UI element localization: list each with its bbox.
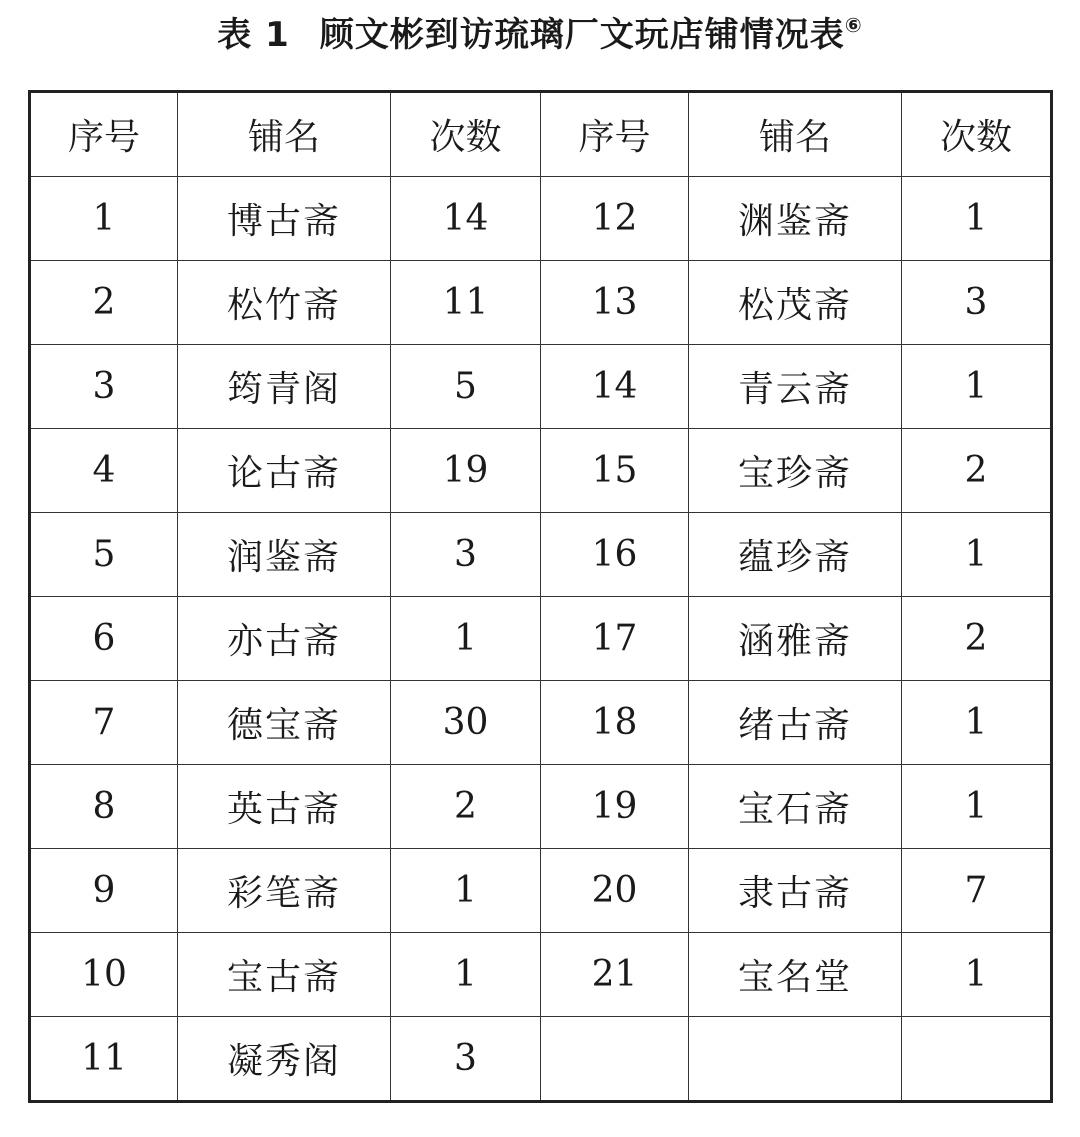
visit-count-cell: 3	[391, 513, 541, 597]
visit-count-cell: 1	[391, 933, 541, 1017]
header-row	[30, 92, 1052, 177]
visit-count-cell: 1	[391, 597, 541, 681]
shop-name-cell: 松竹斋	[178, 261, 391, 345]
table-row	[30, 345, 1052, 429]
shop-name-cell: 蕴珍斋	[689, 513, 902, 597]
visit-count-cell: 30	[391, 681, 541, 765]
index-cell: 14	[541, 345, 689, 429]
visit-count-cell: 5	[391, 345, 541, 429]
index-cell: 13	[541, 261, 689, 345]
index-cell: 1	[30, 177, 178, 261]
column-header-index: 序号	[541, 92, 689, 177]
column-header-visit-count: 次数	[391, 92, 541, 177]
table-label: 表 1	[217, 15, 290, 55]
shop-name-cell: 松茂斋	[689, 261, 902, 345]
visit-count-cell: 1	[902, 933, 1052, 1017]
shop-name-cell: 涵雅斋	[689, 597, 902, 681]
visit-count-cell: 1	[902, 513, 1052, 597]
index-cell: 15	[541, 429, 689, 513]
table-row	[30, 429, 1052, 513]
visit-count-cell: 1	[391, 849, 541, 933]
index-cell: 19	[541, 765, 689, 849]
table-row	[30, 765, 1052, 849]
table-row	[30, 513, 1052, 597]
footnote-marker: ⑥	[844, 13, 863, 37]
shop-name-cell: 博古斋	[178, 177, 391, 261]
visit-count-cell: 2	[391, 765, 541, 849]
table-row	[30, 849, 1052, 933]
shop-name-cell: 亦古斋	[178, 597, 391, 681]
shop-name-cell: 筠青阁	[178, 345, 391, 429]
visit-count-cell: 3	[391, 1017, 541, 1102]
shop-name-cell: 论古斋	[178, 429, 391, 513]
column-header-visit-count: 次数	[902, 92, 1052, 177]
table-row	[30, 1017, 1052, 1102]
column-header-shop-name: 铺名	[178, 92, 391, 177]
visit-count-cell: 11	[391, 261, 541, 345]
shop-name-cell: 宝名堂	[689, 933, 902, 1017]
table-caption	[0, 10, 1080, 60]
index-cell: 10	[30, 933, 178, 1017]
shop-name-cell	[689, 1017, 902, 1102]
index-cell: 21	[541, 933, 689, 1017]
visit-count-cell: 2	[902, 597, 1052, 681]
index-cell: 2	[30, 261, 178, 345]
shop-name-cell: 宝珍斋	[689, 429, 902, 513]
visit-count-cell: 19	[391, 429, 541, 513]
index-cell: 6	[30, 597, 178, 681]
table-row	[30, 177, 1052, 261]
index-cell: 12	[541, 177, 689, 261]
table-title: 顾文彬到访琉璃厂文玩店铺情况表	[319, 15, 845, 55]
visit-count-cell: 1	[902, 177, 1052, 261]
shop-name-cell: 渊鉴斋	[689, 177, 902, 261]
table-row	[30, 261, 1052, 345]
shop-name-cell: 隶古斋	[689, 849, 902, 933]
visit-count-cell	[902, 1017, 1052, 1102]
column-header-index: 序号	[30, 92, 178, 177]
index-cell: 11	[30, 1017, 178, 1102]
index-cell: 17	[541, 597, 689, 681]
index-cell	[541, 1017, 689, 1102]
visit-count-cell: 1	[902, 345, 1052, 429]
shop-name-cell: 凝秀阁	[178, 1017, 391, 1102]
index-cell: 4	[30, 429, 178, 513]
table-row	[30, 681, 1052, 765]
shop-name-cell: 青云斋	[689, 345, 902, 429]
visit-count-cell: 1	[902, 765, 1052, 849]
visit-count-cell: 1	[902, 681, 1052, 765]
visit-count-cell: 3	[902, 261, 1052, 345]
index-cell: 9	[30, 849, 178, 933]
visit-count-cell: 7	[902, 849, 1052, 933]
shop-name-cell: 绪古斋	[689, 681, 902, 765]
table-row	[30, 933, 1052, 1017]
index-cell: 8	[30, 765, 178, 849]
index-cell: 20	[541, 849, 689, 933]
shop-name-cell: 宝石斋	[689, 765, 902, 849]
shop-name-cell: 润鉴斋	[178, 513, 391, 597]
shop-name-cell: 英古斋	[178, 765, 391, 849]
shop-name-cell: 彩笔斋	[178, 849, 391, 933]
index-cell: 5	[30, 513, 178, 597]
shop-name-cell: 德宝斋	[178, 681, 391, 765]
table-row	[30, 597, 1052, 681]
visit-count-cell: 14	[391, 177, 541, 261]
visit-count-cell: 2	[902, 429, 1052, 513]
column-header-shop-name: 铺名	[689, 92, 902, 177]
table-body	[30, 177, 1052, 1102]
index-cell: 7	[30, 681, 178, 765]
index-cell: 18	[541, 681, 689, 765]
index-cell: 3	[30, 345, 178, 429]
shop-visits-table	[28, 90, 1053, 1103]
index-cell: 16	[541, 513, 689, 597]
shop-name-cell: 宝古斋	[178, 933, 391, 1017]
